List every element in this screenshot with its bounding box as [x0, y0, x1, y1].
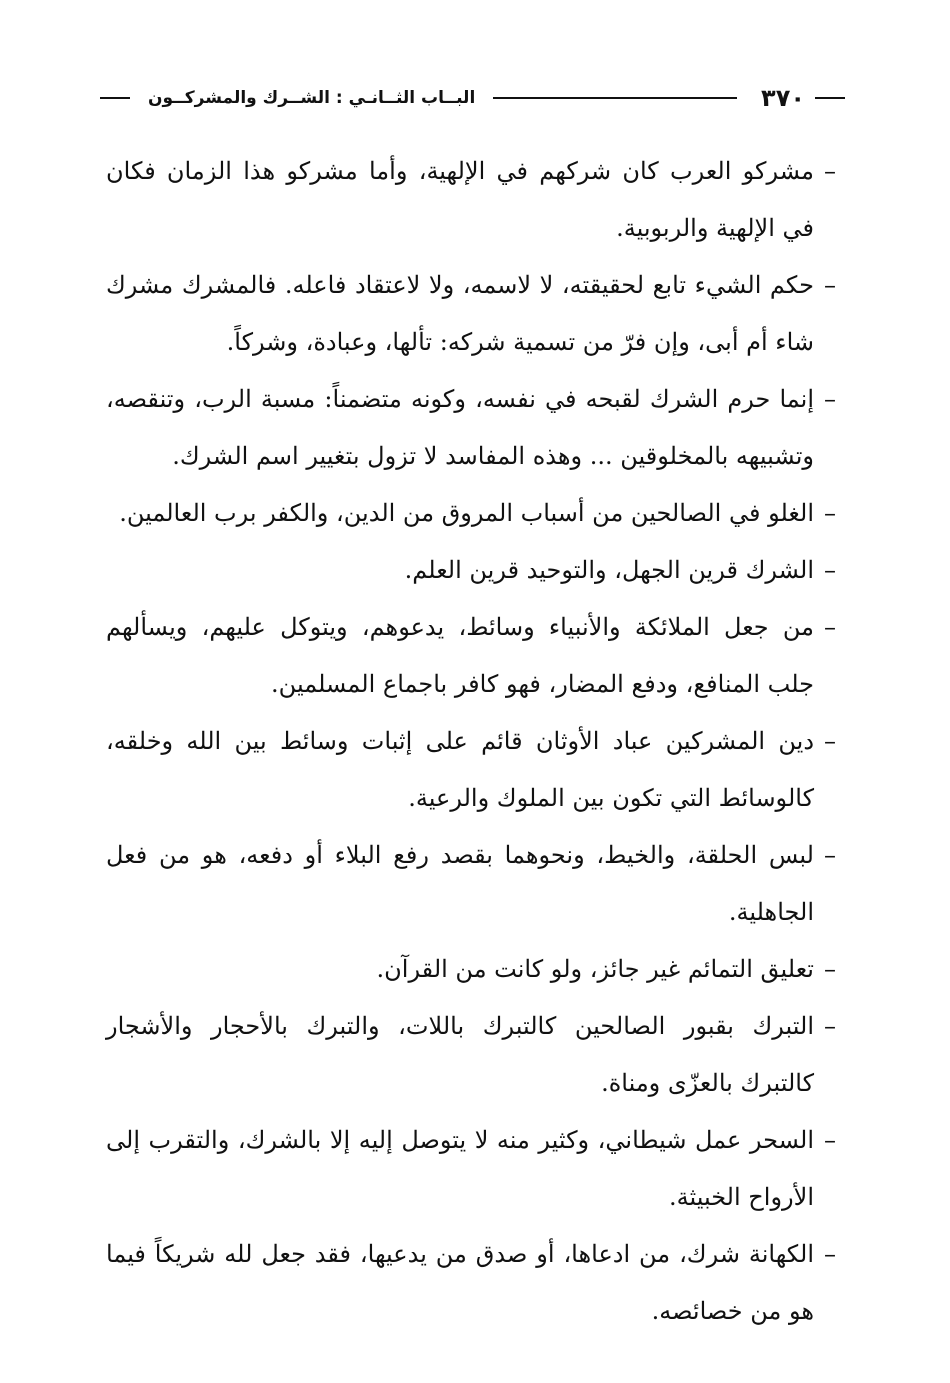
- bullet-dash: –: [824, 613, 836, 641]
- list-item: [106, 941, 846, 998]
- bullet-dash: –: [824, 385, 836, 413]
- running-head: [100, 78, 845, 118]
- header-rule: [493, 97, 737, 99]
- list-item: [106, 599, 846, 713]
- header-dash: [100, 97, 130, 99]
- list-item-text: مشركو العرب كان شركهم في الإلهية، وأما مشركو هذا الزمان فكان في الإلهية والربوبية.: [106, 157, 814, 242]
- page-number: ٣٧٠: [761, 84, 805, 112]
- list-item: [106, 257, 846, 371]
- bullet-dash: –: [824, 1240, 836, 1268]
- running-title: البــاب الثــانـي : الشــرك والمشركــون: [148, 88, 476, 108]
- list-item: [106, 713, 846, 827]
- list-item-text: التبرك بقبور الصالحين كالتبرك باللات، والتبرك بالأحجار والأشجار كالتبرك بالعزّى ومناة.: [106, 1012, 814, 1097]
- bullet-dash: –: [824, 1126, 836, 1154]
- list-item-text: السحر عمل شيطاني، وكثير منه لا يتوصل إليه إلا بالشرك، والتقرب إلى الأرواح الخبيثة.: [106, 1126, 814, 1211]
- list-item: [106, 542, 846, 599]
- list-item-text: حكم الشيء تابع لحقيقته، لا لاسمه، ولا لاعتقاد فاعله. فالمشرك مشرك شاء أم أبى، وإن فرّ من تسمية شركه: تألها، وعبادة، وشركاً.: [106, 271, 814, 356]
- list-item-text: إنما حرم الشرك لقبحه في نفسه، وكونه متضمناً: مسبة الرب، وتنقصه، وتشبيهه بالمخلوقين ... وهذه المفاسد لا تزول بتغيير اسم الشرك.: [106, 385, 815, 470]
- bullet-dash: –: [824, 955, 836, 983]
- list-item: [106, 1112, 846, 1226]
- list-item-text: الكهانة شرك، من ادعاها، أو صدق من يدعيها، فقد جعل لله شريكاً فيما هو من خصائصه.: [106, 1240, 814, 1325]
- header-dash: [815, 97, 845, 99]
- list-item: [106, 827, 846, 941]
- bullet-dash: –: [824, 157, 836, 185]
- list-item-text: الغلو في الصالحين من أسباب المروق من الدين، والكفر برب العالمين.: [119, 499, 814, 527]
- bullet-dash: –: [824, 1012, 836, 1040]
- bullet-dash: –: [824, 841, 836, 869]
- bullet-dash: –: [824, 271, 836, 299]
- page-body: [106, 143, 846, 1340]
- list-item: [106, 371, 846, 485]
- list-item-text: الشرك قرين الجهل، والتوحيد قرين العلم.: [404, 556, 814, 584]
- list-item: [106, 143, 846, 257]
- list-item: [106, 1226, 846, 1340]
- list-item-text: دين المشركين عباد الأوثان قائم على إثبات وسائط بين الله وخلقه، كالوسائط التي تكون بين الملوك والرعية.: [106, 727, 814, 812]
- bullet-dash: –: [824, 727, 836, 755]
- list-item: [106, 485, 846, 542]
- bullet-dash: –: [824, 499, 836, 527]
- list-item-text: من جعل الملائكة والأنبياء وسائط، يدعوهم، ويتوكل عليهم، ويسألهم جلب المنافع، ودفع المضار، فهو كافر باجماع المسلمين.: [106, 613, 814, 698]
- list-item: [106, 998, 846, 1112]
- list-item-text: تعليق التمائم غير جائز، ولو كانت من القرآن.: [376, 955, 814, 983]
- bullet-dash: –: [824, 556, 836, 584]
- list-item-text: لبس الحلقة، والخيط، ونحوهما بقصد رفع البلاء أو دفعه، هو من فعل الجاهلية.: [106, 841, 814, 926]
